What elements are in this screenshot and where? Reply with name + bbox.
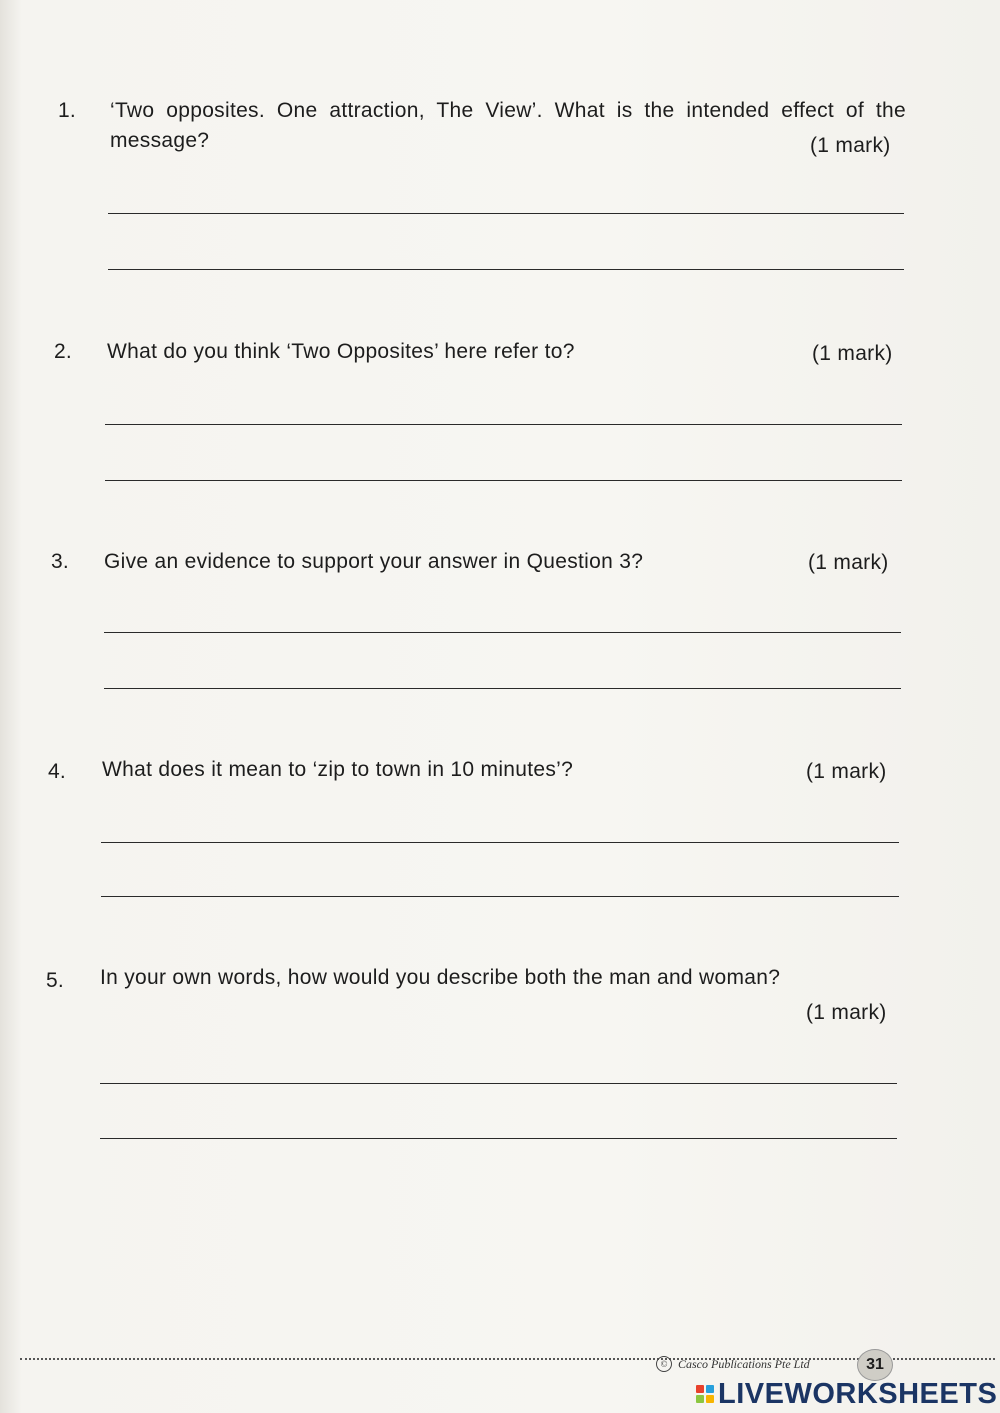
liveworksheets-logo-icon: [696, 1385, 714, 1403]
mark-label: (1 mark): [806, 1001, 887, 1024]
liveworksheets-watermark: [696, 1378, 997, 1410]
answer-line[interactable]: [108, 213, 904, 214]
copyright-icon: ©: [656, 1356, 672, 1372]
mark-label: (1 mark): [808, 551, 889, 574]
answer-line[interactable]: [104, 688, 901, 689]
question-number: 3.: [51, 550, 69, 573]
answer-line[interactable]: [100, 1138, 897, 1139]
question-number: 4.: [48, 760, 66, 783]
question-text: What do you think ‘Two Opposites’ here refer to?: [107, 340, 575, 363]
answer-line[interactable]: [104, 632, 901, 633]
answer-line[interactable]: [101, 896, 899, 897]
logo-square: [706, 1395, 714, 1403]
question-number: 2.: [54, 340, 72, 363]
answer-line[interactable]: [105, 424, 902, 425]
question-text: ‘Two opposites. One attraction, The View’. What is the intended effect of the message?: [110, 99, 906, 152]
publisher-name: Casco Publications Pte Ltd: [678, 1356, 810, 1371]
footer-divider: [20, 1358, 995, 1360]
question-number: 5.: [46, 969, 64, 992]
logo-square: [706, 1385, 714, 1393]
logo-square: [696, 1385, 704, 1393]
question-text: Give an evidence to support your answer in Question 3?: [104, 550, 644, 573]
mark-label: (1 mark): [812, 342, 893, 365]
answer-line[interactable]: [100, 1083, 897, 1084]
answer-line[interactable]: [108, 269, 904, 270]
question-number: 1.: [58, 99, 76, 122]
mark-label: (1 mark): [806, 760, 887, 783]
question-text: In your own words, how would you describe both the man and woman?: [100, 966, 781, 989]
page-number: 31: [857, 1349, 893, 1381]
watermark-text: LIVEWORKSHEETS: [718, 1377, 998, 1410]
question-text: What does it mean to ‘zip to town in 10 minutes’?: [102, 758, 574, 781]
answer-line[interactable]: [105, 480, 902, 481]
answer-line[interactable]: [101, 842, 899, 843]
logo-square: [696, 1395, 704, 1403]
copyright-notice: [656, 1356, 810, 1372]
mark-label: (1 mark): [810, 134, 891, 157]
